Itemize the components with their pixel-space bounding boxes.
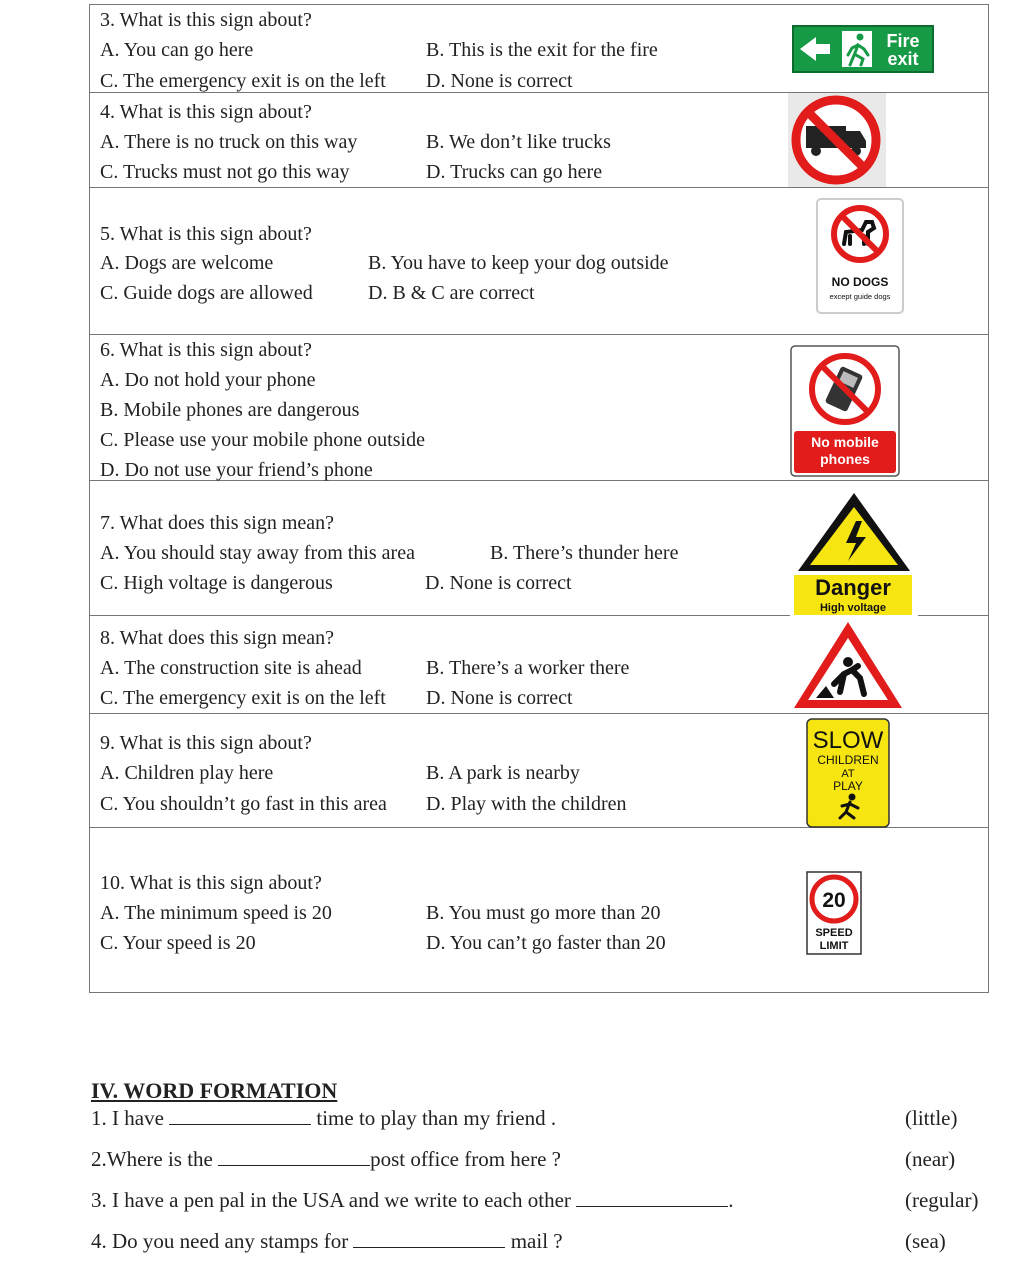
speed-text: SPEED (815, 927, 853, 939)
option-b: B. This is the exit for the fire (426, 39, 658, 61)
question-text: 7. What does this sign mean? (100, 512, 335, 534)
high-voltage-text: High voltage (819, 602, 887, 614)
option-a: A. You can go here (100, 39, 254, 61)
answer-blank[interactable] (218, 1164, 370, 1166)
section-title: IV. WORD FORMATION (91, 1078, 338, 1103)
road-works-icon (790, 618, 906, 712)
word-formation-item (91, 1147, 561, 1172)
danger-text: Danger (815, 575, 891, 600)
question-row (90, 93, 988, 188)
sentence-start: 1. I have (91, 1106, 170, 1130)
sentence-end: post office from here ? (370, 1147, 561, 1171)
no-mobile-phones-icon (790, 345, 900, 477)
word-hint: (little) (905, 1106, 958, 1130)
option-d: D. None is correct (425, 572, 572, 594)
sentence-start: 3. I have a pen pal in the USA and we write to each other (91, 1188, 577, 1212)
option-d: D. You can’t go faster than 20 (426, 932, 666, 954)
option-b: B. There’s thunder here (490, 542, 679, 564)
option-d: D. B & C are correct (368, 282, 535, 304)
option-d: D. Play with the children (426, 793, 627, 815)
speed-number: 20 (822, 889, 846, 912)
answer-blank[interactable] (576, 1205, 728, 1207)
no-trucks-icon (788, 93, 886, 187)
option-d: D. None is correct (426, 70, 573, 92)
no-dogs-subtext: except guide dogs (829, 292, 891, 301)
no-mobile-text-1: No mobile (811, 434, 879, 450)
no-dogs-text: NO DOGS (831, 275, 889, 289)
play-text: PLAY (833, 779, 863, 793)
no-dogs-icon (814, 196, 906, 316)
question-row (90, 188, 988, 335)
question-text: 9. What is this sign about? (100, 732, 312, 754)
option-a: A. Do not hold your phone (100, 369, 316, 391)
option-a: A. There is no truck on this way (100, 131, 358, 153)
fire-exit-icon (792, 25, 934, 73)
question-row (90, 481, 988, 616)
option-b: B. Mobile phones are dangerous (100, 399, 360, 421)
option-b: B. You have to keep your dog outside (368, 252, 669, 274)
answer-blank[interactable] (353, 1246, 505, 1248)
question-row (90, 335, 988, 481)
speed-limit-icon (806, 871, 862, 955)
word-hint: (regular) (905, 1188, 979, 1212)
sentence-start: 2.Where is the (91, 1147, 219, 1171)
word-hint: (near) (905, 1147, 956, 1171)
sentence-end: . (728, 1188, 734, 1212)
fire-exit-text-1: Fire (886, 31, 920, 51)
option-a: A. Dogs are welcome (100, 252, 274, 274)
option-c: C. You shouldn’t go fast in this area (100, 793, 387, 815)
option-b: B. You must go more than 20 (426, 902, 661, 924)
question-text: 6. What is this sign about? (100, 339, 312, 361)
question-row (90, 5, 988, 93)
sentence-end: mail ? (505, 1229, 563, 1253)
slow-text: SLOW (812, 727, 884, 754)
limit-text: LIMIT (819, 940, 849, 952)
option-c: C. Your speed is 20 (100, 932, 256, 954)
option-c: C. The emergency exit is on the left (100, 70, 386, 92)
no-mobile-text-2: phones (820, 451, 870, 467)
answer-blank[interactable] (169, 1123, 311, 1125)
option-d: D. Trucks can go here (426, 161, 603, 183)
word-formation-item (91, 1229, 563, 1254)
option-c: C. High voltage is dangerous (100, 572, 333, 594)
option-b: B. A park is nearby (426, 762, 580, 784)
word-hint: (sea) (905, 1229, 946, 1253)
question-row (90, 828, 988, 992)
option-a: A. Children play here (100, 762, 274, 784)
option-b: B. There’s a worker there (426, 657, 630, 679)
option-b: B. We don’t like trucks (426, 131, 611, 153)
word-formation-item (91, 1106, 556, 1131)
question-row (90, 714, 988, 828)
question-text: 4. What is this sign about? (100, 101, 312, 123)
sentence-start: 4. Do you need any stamps for (91, 1229, 354, 1253)
option-a: A. The minimum speed is 20 (100, 902, 332, 924)
questions-table (89, 4, 989, 993)
option-c: C. Guide dogs are allowed (100, 282, 313, 304)
word-formation-item (91, 1188, 733, 1213)
question-text: 8. What does this sign mean? (100, 627, 335, 649)
option-a: A. The construction site is ahead (100, 657, 362, 679)
option-c: C. The emergency exit is on the left (100, 687, 386, 709)
question-text: 3. What is this sign about? (100, 9, 312, 31)
option-d: D. Do not use your friend’s phone (100, 459, 373, 481)
fire-exit-text-2: exit (887, 49, 919, 69)
option-a: A. You should stay away from this area (100, 542, 415, 564)
slow-children-icon (806, 718, 890, 828)
question-row (90, 616, 988, 714)
option-c: C. Trucks must not go this way (100, 161, 350, 183)
option-c: C. Please use your mobile phone outside (100, 429, 425, 451)
question-text: 10. What is this sign about? (100, 872, 322, 894)
sentence-end: time to play than my friend . (311, 1106, 557, 1130)
at-text: AT (841, 768, 855, 780)
question-text: 5. What is this sign about? (100, 223, 312, 245)
option-d: D. None is correct (426, 687, 573, 709)
high-voltage-icon (790, 487, 918, 617)
children-text: CHILDREN (817, 753, 879, 767)
